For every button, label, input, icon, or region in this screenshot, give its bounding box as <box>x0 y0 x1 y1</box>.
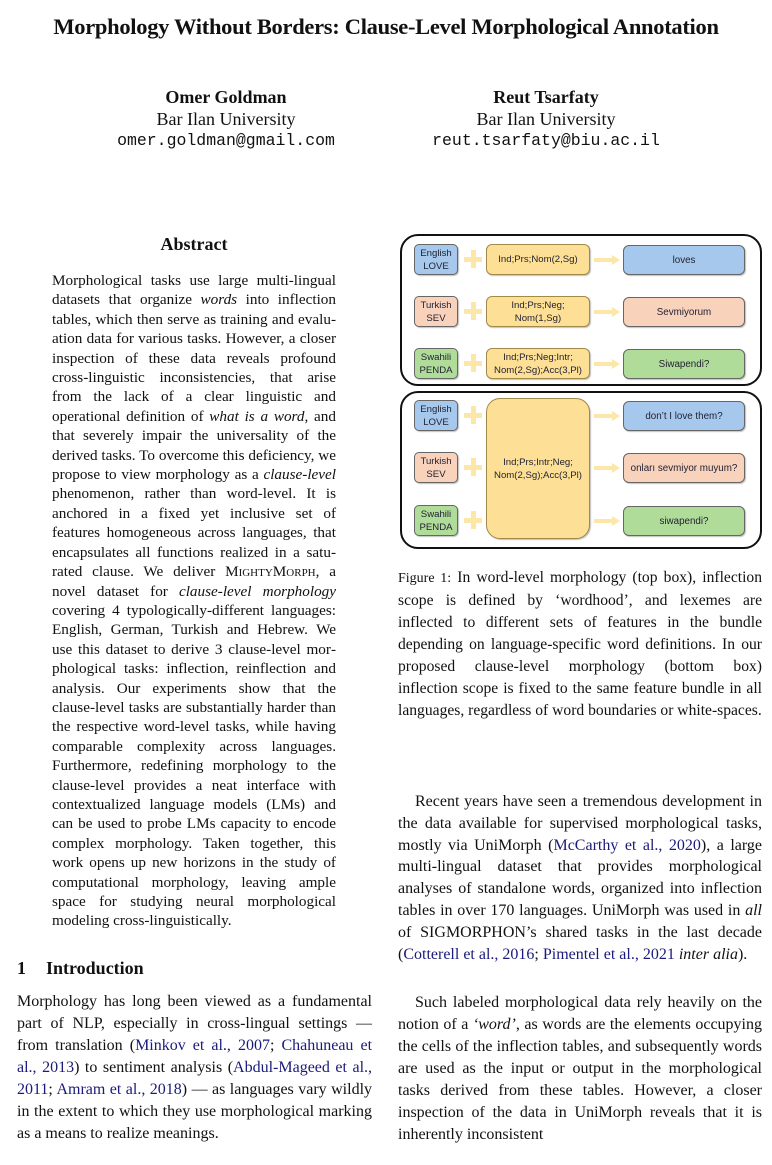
output-form-turkish: Sevmiyorum <box>623 297 745 327</box>
body-emphasis: inter alia <box>678 945 738 963</box>
lang-name: English <box>420 248 452 259</box>
citation-link[interactable]: Abdul-Mageed et al., 2011 <box>17 1059 373 1098</box>
dataset-name: MightyMorph <box>225 563 316 581</box>
paper-title: Morphology Without Borders: Clause-Level Morphological Annotation <box>53 14 719 39</box>
feature-text: Nom(2,Sg);Acc(3,Pl) <box>494 469 582 481</box>
intro-paragraph-3 <box>398 992 762 1146</box>
citation-link[interactable]: Cotterell et al., 2016 <box>403 945 535 963</box>
arrow-right-icon <box>594 413 620 419</box>
figure-1 <box>400 234 762 552</box>
abstract-text: covering 4 typologically-different languages: English, German, Turkish and Hebrew. We use this dataset to derive 3 clause-level morphological tasks: inflection, reinflection and analysis. Our experiments show that the clause-level tasks are substantially harder than the respective word-level tasks, while having comparable complexity across languages. Furthermore, redefining morphology to the clause-level provides a neat interface with contextualized language models (LMs) and can be used to probe LMs capacity to encode complex morphology. Taken together, this work opens up new horizons in the study of computational morphology, leaving ample space for studying neural morphological modeling cross-linguistically. <box>52 601 336 930</box>
lexeme: SEV <box>426 469 446 480</box>
lang-box-swahili <box>414 348 458 379</box>
plus-icon <box>464 511 482 529</box>
citation-link[interactable]: McCarthy et al., 2020 <box>553 836 701 854</box>
shared-feature-bundle <box>486 398 590 539</box>
feature-bundle <box>486 348 590 379</box>
feature-text: Ind;Prs;Neg;Intr; <box>503 351 573 363</box>
citation-link[interactable]: Pimentel et al., 2021 <box>542 945 675 963</box>
section-number: 1 <box>17 958 26 978</box>
citation-link[interactable]: Minkov et al., 2007 <box>135 1037 270 1054</box>
lang-name: Swahili <box>420 509 452 520</box>
lang-name: Turkish <box>420 456 452 467</box>
lang-box-turkish <box>414 296 458 327</box>
arrow-right-icon <box>594 465 620 471</box>
output-form-english: loves <box>623 245 745 275</box>
author-email: omer.goldman@gmail.com <box>117 131 335 150</box>
feature-text: Ind;Prs;Nom(2,Sg) <box>498 254 578 265</box>
lexeme: PENDA <box>419 522 453 533</box>
author-block-1 <box>76 86 376 152</box>
abstract-text: phenomenon, rather than word-level. It is anchored in a fixed yet inclusive set of features homogeneous across languages, that encapsulates all functions realized in a saturated clause. We deliver <box>52 485 336 581</box>
body-text: , as words are the elements occupying the cells of the inflection tables, and subsequently words are used as the input or output in the morphological tasks derived from these tables. However, a closer inspection of the data in UniMorph reveals that it is inherently inconsistent <box>398 1016 763 1143</box>
feature-bundle <box>486 296 590 327</box>
author-name: Reut Tsarfaty <box>493 87 599 107</box>
arrow-right-icon <box>594 309 620 315</box>
intro-paragraph-2 <box>398 791 762 965</box>
plus-icon <box>464 250 482 268</box>
feature-text: Nom(2,Sg);Acc(3,Pl) <box>494 364 582 376</box>
body-text: ), a large multi-lingual dataset that provides morphological analyses of standalone words, organized into inflection tables in over 170 languages. UniMorph was used in <box>398 836 762 919</box>
clause-level-box <box>400 391 762 549</box>
citation-link[interactable]: Amram et al., 2018 <box>56 1081 182 1098</box>
body-text: ) — as languages vary wildly in the extent to which they use morphological marking as a means to realize meanings. <box>17 1081 373 1142</box>
author-affiliation: Bar Ilan University <box>476 109 616 129</box>
figure-caption <box>398 567 762 722</box>
body-emphasis: ‘word’ <box>472 1016 516 1033</box>
body-text: Such labeled morphological data rely heavily on the notion of a <box>398 994 762 1033</box>
output-form-swahili: Siwapendi? <box>623 349 745 379</box>
citation-link[interactable]: Chahuneau et al., 2013 <box>17 1037 373 1076</box>
lang-name: English <box>420 404 452 415</box>
body-text: ; <box>48 1081 57 1098</box>
body-emphasis: all <box>745 901 762 919</box>
lexeme: PENDA <box>419 365 453 376</box>
body-text: ) to sentiment analysis ( <box>74 1059 234 1076</box>
plus-icon <box>464 458 482 476</box>
lang-box-english <box>414 244 458 275</box>
lang-box-turkish <box>414 452 458 483</box>
section-heading-introduction <box>17 958 144 979</box>
output-clause-turkish: onları sevmiyor muyum? <box>623 453 745 483</box>
output-clause-english: don’t I love them? <box>623 401 745 431</box>
abstract-text: Morphological tasks use large multi-lingual datasets that organize <box>52 272 336 309</box>
abstract-body <box>52 271 336 931</box>
body-text: ; <box>269 1037 282 1054</box>
body-text: Recent years have seen a tremendous development in the data available for supervised morphological tasks, mostly via UniMorph ( <box>398 793 762 854</box>
caption-text: In word-level morphology (top box), inflection scope is defined by ‘wordhood’, and lexemes are inflected to different sets of features in the bundle depending on language-specific word definitions. In our proposed clause-level morphology (bottom box) inflection scope is fixed to the same feature bundle in all languages, regardless of word boundaries or white-spaces. <box>398 569 762 719</box>
abstract-emphasis: clause-level morphology <box>178 582 337 600</box>
arrow-right-icon <box>594 257 620 263</box>
plus-icon <box>464 354 482 372</box>
author-block-2 <box>396 86 696 152</box>
figure-label: Figure 1: <box>398 571 452 586</box>
lang-name: Swahili <box>420 352 452 363</box>
arrow-right-icon <box>594 518 620 524</box>
plus-icon <box>464 302 482 320</box>
author-affiliation: Bar Ilan University <box>156 109 296 129</box>
abstract-emphasis: what is a word <box>209 407 305 425</box>
abstract-heading: Abstract <box>160 234 228 254</box>
author-name: Omer Goldman <box>165 87 287 107</box>
lang-box-english <box>414 400 458 431</box>
body-text: of SIGMORPHON’s shared tasks in the last decade ( <box>398 923 762 963</box>
abstract-emphasis: words <box>200 291 238 309</box>
abstract-text: , a novel dataset for <box>52 563 336 600</box>
body-text: Morphology has long been viewed as a fundamental part of NLP, especially in cross-lingual settings — from translation ( <box>17 993 372 1054</box>
body-text: ; <box>534 945 543 963</box>
body-text: ). <box>737 945 748 963</box>
arrow-right-icon <box>594 361 620 367</box>
intro-paragraph-1 <box>17 991 372 1145</box>
lang-name: Turkish <box>420 300 452 311</box>
author-email: reut.tsarfaty@biu.ac.il <box>432 131 660 150</box>
lexeme: LOVE <box>423 417 449 428</box>
feature-text: Ind;Prs;Neg; <box>511 299 565 311</box>
abstract-text: into inflection tables, which then serve as training and evaluation data for various tasks. However, a closer inspection of these data reveals profound cross-linguistic inconsistencies, that arise from the lack of a clear linguistic and operational definition of <box>52 291 336 425</box>
lexeme: LOVE <box>423 261 449 272</box>
abstract-emphasis: clause-level <box>263 466 336 484</box>
lang-box-swahili <box>414 505 458 536</box>
abstract-text: , and that severely impair the universality of the derived tasks. To overcome this deficiency, we propose to view morphology as a <box>52 407 336 484</box>
plus-icon <box>464 406 482 424</box>
section-title-text: Introduction <box>46 958 144 978</box>
feature-bundle <box>486 244 590 275</box>
output-clause-swahili: siwapendi? <box>623 506 745 536</box>
word-level-box <box>400 234 762 386</box>
lexeme: SEV <box>426 313 446 324</box>
feature-text: Ind;Prs;Intr;Neg; <box>503 456 573 468</box>
feature-text: Nom(1,Sg) <box>514 312 562 324</box>
